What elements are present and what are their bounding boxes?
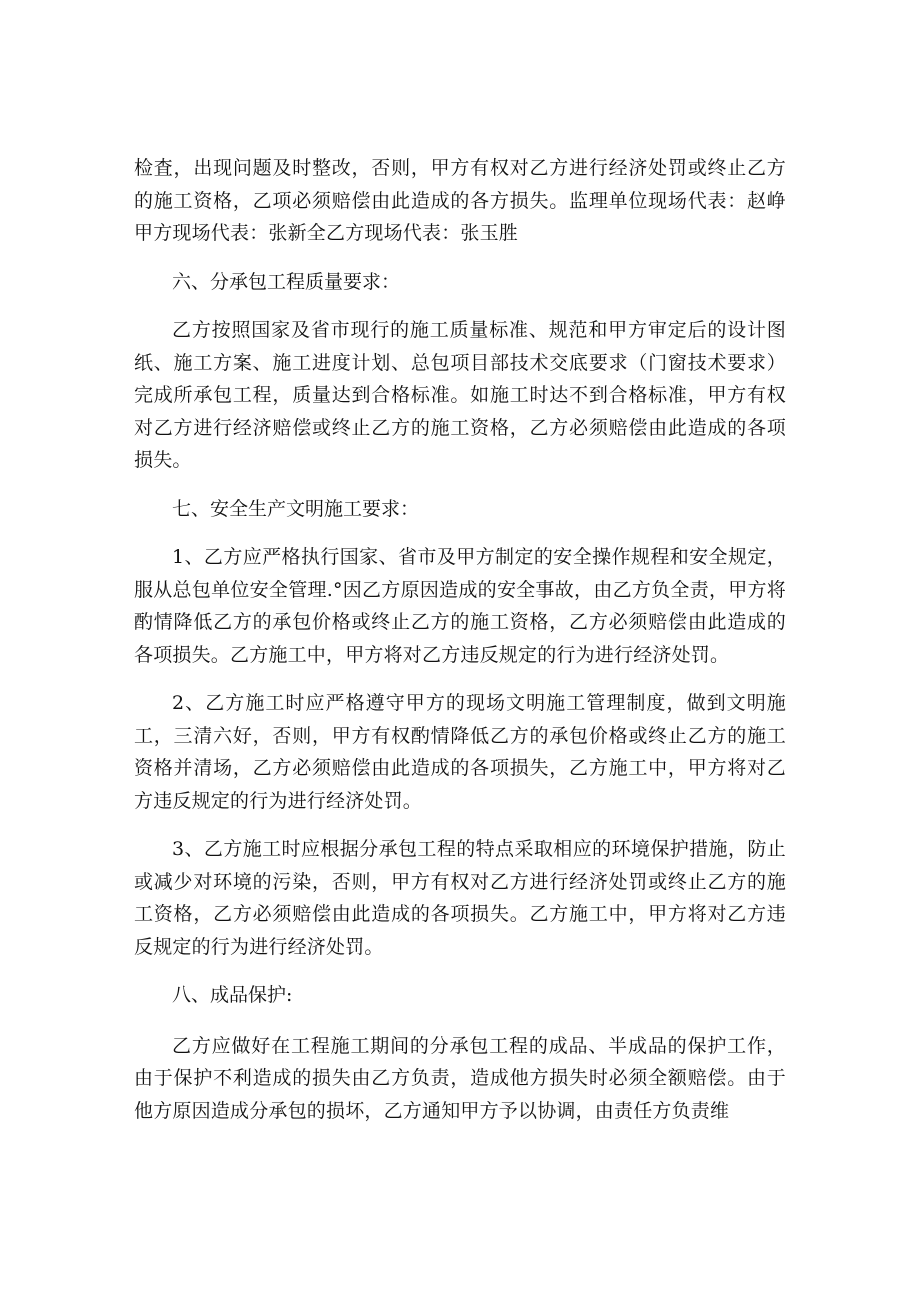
section-heading-quality-requirements: 六、分承包工程质量要求： (172, 270, 401, 293)
paragraph-product-protection: 乙方应做好在工程施工期间的分承包工程的成品、半成品的保护工作，由于保护不利造成的损失由乙方负责，造成他方损失时必须全额赔偿。由于他方原因造成分承包的损坏，乙方通知甲方予以协调，由责任方负责维 (134, 1034, 786, 1122)
paragraph-safety-rule-1: 1、乙方应严格执行国家、省市及甲方制定的安全操作规程和安全规定，服从总包单位安全管理.°因乙方原因造成的安全事故，由乙方负全责，甲方将酌情降低乙方的承包价格或终止乙方的施工资格，乙方必须赔偿由此造成的各项损失。乙方施工中，甲方将对乙方违反规定的行为进行经济处罚。 (134, 546, 786, 666)
section-heading-safety-civilized-construction: 七、安全生产文明施工要求： (172, 497, 420, 520)
paragraph-safety-rule-2: 2、乙方施工时应严格遵守甲方的现场文明施工管理制度，做到文明施工，三清六好，否则，甲方有权酌情降低乙方的承包价格或终止乙方的施工资格并清场，乙方必须赔偿由此造成的各项损失，乙方施工中，甲方将对乙方违反规定的行为进行经济处罚。 (134, 692, 786, 812)
document-body (134, 152, 786, 1127)
section-heading-product-protection: 八、成品保护: (172, 984, 293, 1006)
paragraph-safety-rule-3: 3、乙方施工时应根据分承包工程的特点采取相应的环境保护措施，防止或减少对环境的污染，否则，甲方有权对乙方进行经济处罚或终止乙方的施工资格，乙方必须赔偿由此造成的各项损失。乙方施工中，甲方将对乙方违反规定的行为进行经济处罚。 (134, 838, 786, 958)
paragraph-inspection-representatives: 检査，出现问题及时整改，否则，甲方有权对乙方进行经济处罚或终止乙方的施工资格，乙项必须赔偿由此造成的各方损失。监理单位现场代表：赵峥甲方现场代表：张新全乙方现场代表：张玉胜 (134, 157, 786, 244)
paragraph-quality-requirements: 乙方按照国家及省市现行的施工质量标准、规范和甲方审定后的设计图纸、施工方案、施工进度计划、总包项目部技术交底要求（门窗技术要求）完成所承包工程，质量达到合格标准。如施工时达不到合格标准，甲方有权对乙方进行经济赔偿或终止乙方的施工资格，乙方必须赔偿由此造成的各项损失。 (134, 319, 786, 471)
